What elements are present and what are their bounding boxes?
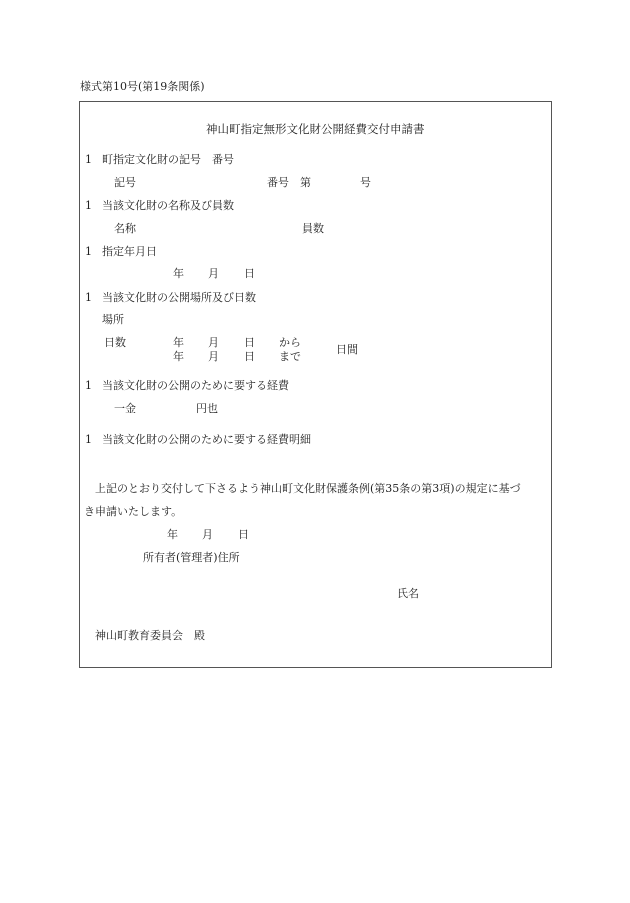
applicant-address-label: 所有者(管理者)住所: [143, 551, 240, 564]
item-1-go: 号: [360, 176, 371, 189]
item-4-to-year: 年: [173, 350, 184, 363]
application-day: 日: [238, 528, 249, 541]
item-4-label: 当該文化財の公開場所及び日数: [102, 291, 256, 304]
applicant-name-label: 氏名: [397, 587, 419, 600]
item-4-to-day: 日: [244, 350, 255, 363]
item-4-to: まで: [279, 350, 301, 363]
item-4-number: 1: [85, 291, 92, 304]
item-4-days: 日数: [104, 336, 126, 349]
item-6-number: 1: [85, 433, 92, 446]
item-3-day: 日: [244, 267, 255, 280]
item-4-to-month: 月: [208, 350, 219, 363]
item-3-label: 指定年月日: [102, 245, 157, 258]
application-year: 年: [167, 528, 178, 541]
item-2-name: 名称: [114, 222, 136, 235]
item-3-number: 1: [85, 245, 92, 258]
item-5-enya: 円也: [196, 402, 218, 415]
item-2-count: 員数: [302, 222, 324, 235]
item-5-number: 1: [85, 379, 92, 392]
item-2-number: 1: [85, 199, 92, 212]
item-4-place: 場所: [102, 313, 124, 326]
item-1-number: 1: [85, 153, 92, 166]
item-1-dai: 第: [300, 176, 311, 189]
item-1-label: 町指定文化財の記号 番号: [102, 153, 234, 166]
item-3-year: 年: [173, 267, 184, 280]
item-5-ikkin: 一金: [114, 402, 136, 415]
item-4-from-day: 日: [244, 336, 255, 349]
form-title: 神山町指定無形文化財公開経費交付申請書: [206, 122, 425, 136]
item-5-label: 当該文化財の公開のために要する経費: [102, 379, 289, 392]
form-number-label: 様式第10号(第19条関係): [80, 80, 205, 93]
item-4-from-year: 年: [173, 336, 184, 349]
item-1-kigo: 記号: [114, 176, 136, 189]
item-4-from: から: [279, 336, 301, 349]
item-3-month: 月: [208, 267, 219, 280]
application-month: 月: [202, 528, 213, 541]
item-2-label: 当該文化財の名称及び員数: [102, 199, 234, 212]
item-6-label: 当該文化財の公開のために要する経費明細: [102, 433, 311, 446]
statement-line-2: き申請いたします。: [84, 505, 183, 518]
item-4-from-month: 月: [208, 336, 219, 349]
item-1-bango: 番号: [267, 176, 289, 189]
statement-line-1: 上記のとおり交付して下さるよう神山町文化財保護条例(第35条の第3項)の規定に基づ: [95, 482, 521, 495]
item-4-period: 日間: [336, 343, 358, 356]
addressee: 神山町教育委員会 殿: [95, 629, 205, 642]
